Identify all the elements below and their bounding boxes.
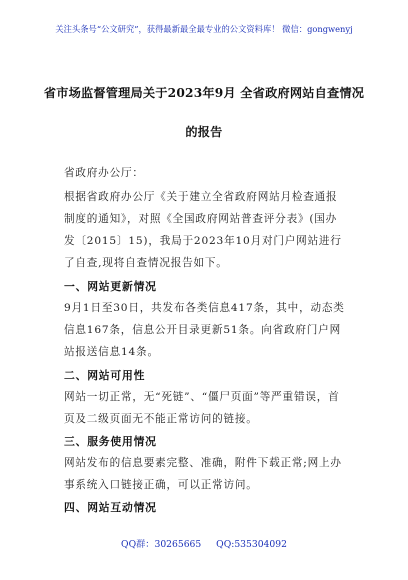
salutation: 省政府办公厅： <box>64 167 144 179</box>
intro-paragraph <box>64 186 348 274</box>
section-body-3: 网站发布的信息要素完整、准确，附件下载正常;网上办事系统入口链接正确，可以正常访问。 <box>64 457 342 491</box>
section-body-1: 9月1日至30日，共发布各类信息417条，其中，动态类信息167条，信息公开目录更新51条。向省政府门户网站报送信息14条。 <box>64 302 345 358</box>
footer-qq: QQ:535304092 <box>216 539 287 550</box>
section-body-2: 网站一切正常，无“死链”、“僵尸页面”等严重错误，首页及二级页面无不能正常访问的链接。 <box>64 391 340 425</box>
section-heading-2: 二、网站可用性 <box>64 369 146 382</box>
top-banner: 关注头条号“公文研究”，获得最新最全最专业的公文资料库！ 微信：gongwenyj <box>55 24 353 34</box>
section-heading-3: 三、服务使用情况 <box>64 435 157 448</box>
footer-contact <box>0 536 408 550</box>
document-title: 省市场监督管理局关于2023年9月 全省政府网站自查情况 <box>43 86 365 100</box>
intro-text: 根据省政府办公厅《关于建立全省政府网站月检查通报制度的通知》，对照《全国政府网站普查评分表》(国办发〔2015〕15)，我局于2023年10月对门户网站进行了自查,现将自查情况报告如下。 <box>64 191 342 269</box>
section-heading-1: 一、网站更新情况 <box>64 280 157 293</box>
footer-qq-group: QQ群：30265665 <box>121 539 202 550</box>
section-heading-4: 四、网站互动情况 <box>64 501 157 514</box>
document-title-continued: 的报告 <box>185 125 223 139</box>
